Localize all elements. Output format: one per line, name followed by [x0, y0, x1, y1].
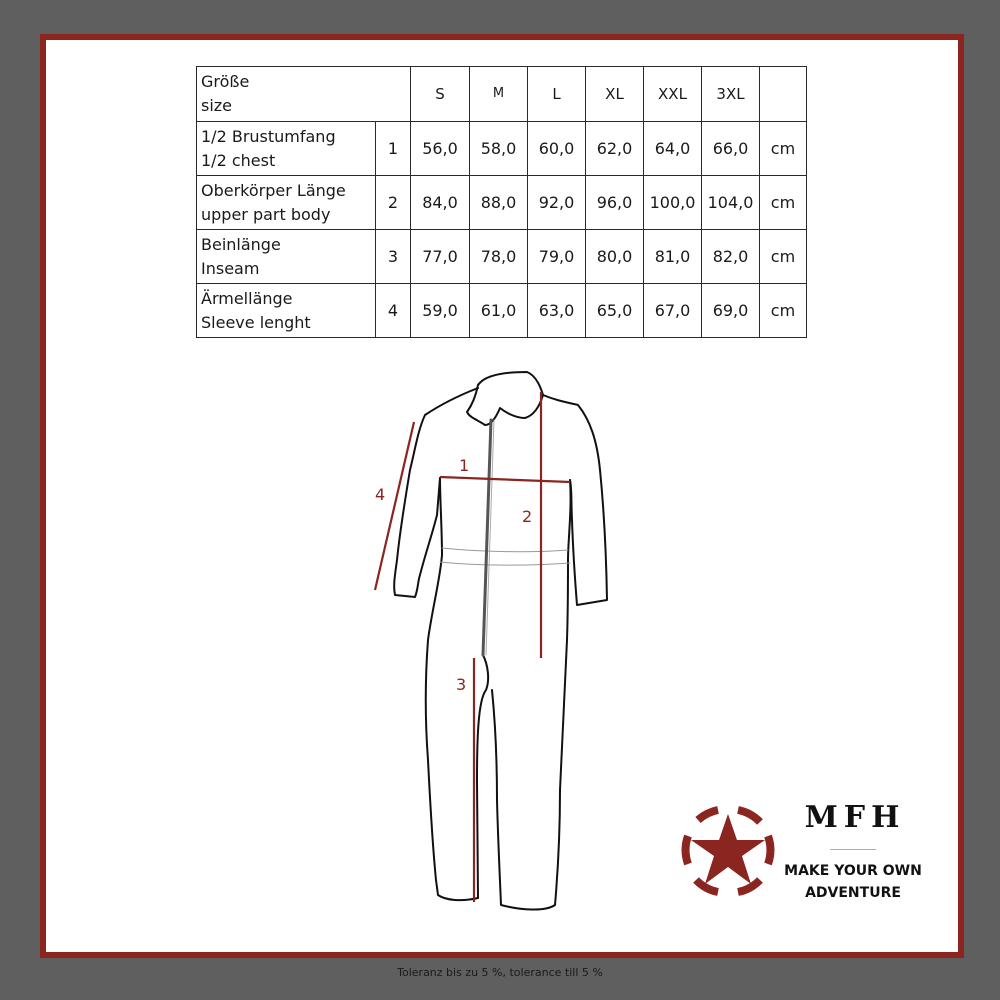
value-cell: 66,0 [702, 122, 760, 176]
value-cell: 80,0 [586, 230, 644, 284]
unit-header-cell [760, 67, 807, 122]
star-in-broken-circle-icon [678, 800, 778, 900]
table-row [197, 230, 807, 284]
value-cell: 96,0 [586, 176, 644, 230]
size-col-3xl: 3XL [702, 67, 760, 122]
table-row [197, 176, 807, 230]
value-cell: 59,0 [411, 284, 470, 338]
value-cell: 100,0 [644, 176, 702, 230]
value-cell: 92,0 [528, 176, 586, 230]
value-cell: 84,0 [411, 176, 470, 230]
brand-slogan [775, 860, 931, 904]
size-label-en: size [201, 96, 233, 115]
unit-cell: cm [760, 176, 807, 230]
table-header-row [197, 67, 807, 122]
measure-label [197, 284, 376, 338]
unit-cell: cm [760, 230, 807, 284]
measure-label [197, 122, 376, 176]
value-cell: 104,0 [702, 176, 760, 230]
measure-label-en: Inseam [201, 258, 260, 278]
measure-index: 1 [376, 122, 411, 176]
value-cell: 61,0 [470, 284, 528, 338]
marker-1-label: 1 [459, 456, 470, 475]
measure-label-de: Oberkörper Länge [201, 180, 346, 200]
value-cell: 79,0 [528, 230, 586, 284]
coverall-diagram [355, 365, 645, 925]
value-cell: 62,0 [586, 122, 644, 176]
value-cell: 56,0 [411, 122, 470, 176]
coverall-illustration [355, 365, 645, 925]
unit-cell: cm [760, 284, 807, 338]
brand-name: MFH [804, 800, 906, 835]
value-cell: 88,0 [470, 176, 528, 230]
brand-divider [830, 849, 876, 850]
marker-4-label: 4 [375, 485, 386, 504]
measure-label [197, 176, 376, 230]
measure-label-de: Ärmellänge [201, 288, 293, 308]
value-cell: 65,0 [586, 284, 644, 338]
value-cell: 64,0 [644, 122, 702, 176]
measure-label [197, 230, 376, 284]
value-cell: 63,0 [528, 284, 586, 338]
marker-2-label: 2 [522, 507, 533, 526]
size-label-de: Größe [201, 72, 250, 91]
measure-label-en: upper part body [201, 204, 331, 224]
value-cell: 78,0 [470, 230, 528, 284]
table-row [197, 122, 807, 176]
table-row [197, 284, 807, 338]
size-col-xxl: XXL [644, 67, 702, 122]
size-col-l: L [528, 67, 586, 122]
value-cell: 81,0 [644, 230, 702, 284]
size-chart-table [196, 66, 807, 338]
size-header-cell [197, 67, 411, 122]
measure-index: 4 [376, 284, 411, 338]
value-cell: 58,0 [470, 122, 528, 176]
value-cell: 77,0 [411, 230, 470, 284]
measure-label-en: Sleeve lenght [201, 312, 311, 332]
value-cell: 67,0 [644, 284, 702, 338]
size-col-s: S [411, 67, 470, 122]
value-cell: 69,0 [702, 284, 760, 338]
measure-label-en: 1/2 chest [201, 150, 276, 170]
marker-3-label: 3 [456, 675, 467, 694]
value-cell: 60,0 [528, 122, 586, 176]
unit-cell: cm [760, 122, 807, 176]
measure-label-de: 1/2 Brustumfang [201, 126, 336, 146]
size-col-m: M [470, 67, 528, 122]
measure-label-de: Beinlänge [201, 234, 281, 254]
tolerance-note: Toleranz bis zu 5 %, tolerance till 5 % [397, 966, 603, 979]
slogan-line-2: ADVENTURE [805, 885, 901, 901]
value-cell: 82,0 [702, 230, 760, 284]
measure-index: 3 [376, 230, 411, 284]
measure-index: 2 [376, 176, 411, 230]
slogan-line-1: MAKE YOUR OWN [784, 863, 922, 879]
size-col-xl: XL [586, 67, 644, 122]
